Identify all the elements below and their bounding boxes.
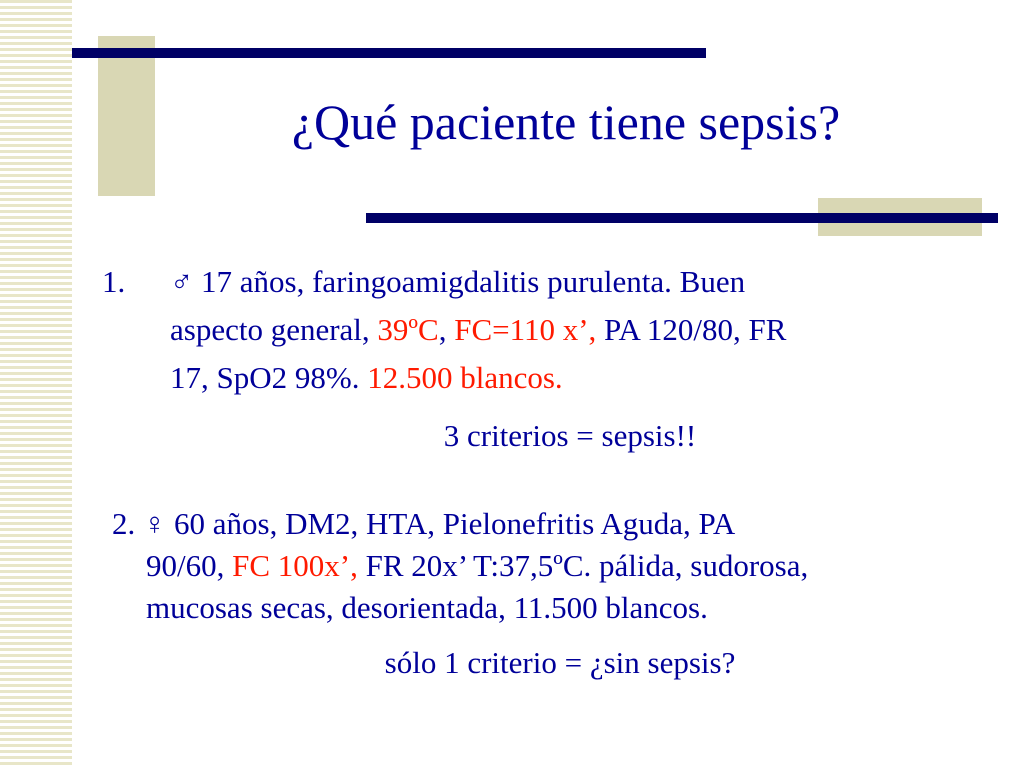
case-1-text bbox=[170, 258, 990, 402]
male-symbol-icon: ♂ bbox=[170, 264, 194, 299]
case-1-white-cells: 12.500 blancos. bbox=[367, 360, 563, 395]
decorative-line-bottom bbox=[366, 213, 998, 223]
case-2-line-3: mucosas secas, desorientada, 11.500 blancos. bbox=[146, 590, 708, 625]
case-1-line-1: ♂ 17 años, faringoamigdalitis purulenta. Buen bbox=[170, 264, 746, 299]
decorative-tan-block-top bbox=[98, 36, 155, 196]
case-2-text bbox=[112, 503, 1012, 629]
case-2-line-2: 90/60, FC 100x’, FR 20x’ T:37,5ºC. pálida, sudorosa, bbox=[146, 548, 809, 583]
decorative-line-top bbox=[72, 48, 706, 58]
case-1-number: 1. bbox=[102, 264, 126, 299]
case-2-heart-rate: FC 100x’, bbox=[232, 548, 358, 583]
case-2-line-1: 2. ♀ 60 años, DM2, HTA, Pielonefritis Aguda, PA bbox=[112, 506, 736, 541]
case-1-temperature: 39ºC bbox=[377, 312, 439, 347]
case-1-conclusion: 3 criterios = sepsis!! bbox=[443, 418, 697, 453]
case-2-conclusion: sólo 1 criterio = ¿sin sepsis? bbox=[384, 645, 736, 680]
case-1-heart-rate: FC=110 x’, bbox=[454, 312, 597, 347]
case-1-line-3: 17, SpO2 98%. 12.500 blancos. bbox=[170, 360, 563, 395]
case-1-line-2: aspecto general, 39ºC, FC=110 x’, PA 120/80, FR bbox=[170, 312, 787, 347]
slide-title: ¿Qué paciente tiene sepsis? bbox=[291, 94, 841, 150]
decorative-stripes bbox=[0, 0, 72, 768]
